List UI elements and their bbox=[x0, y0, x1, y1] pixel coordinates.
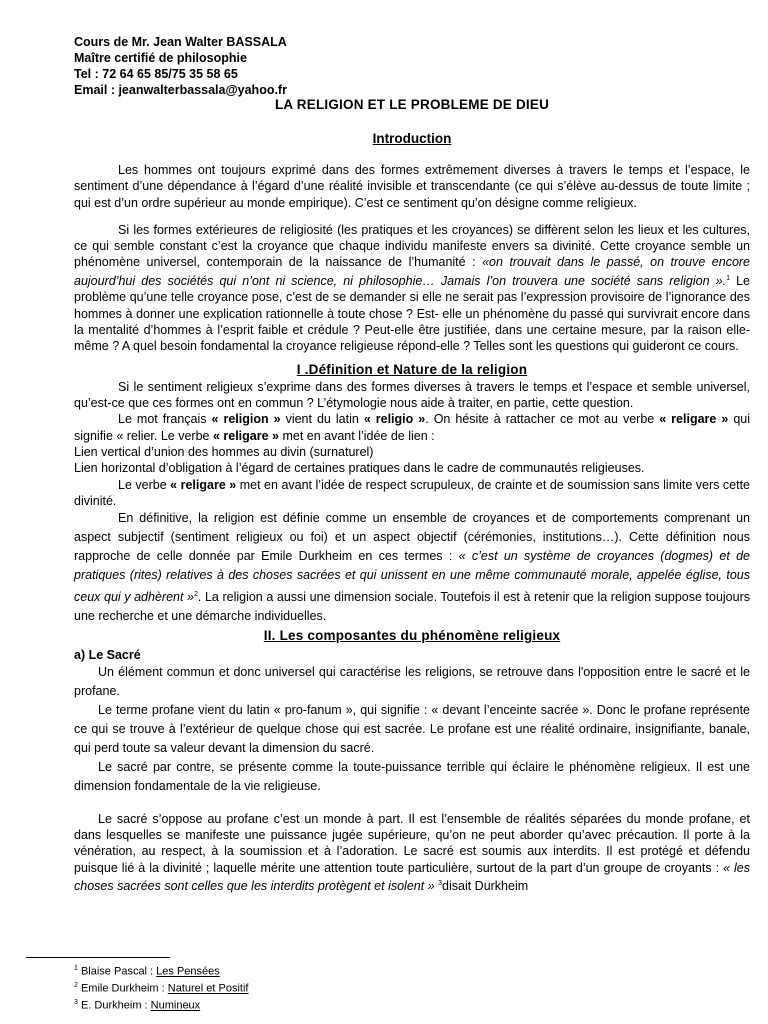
text-run: . La religion a aussi une dimension sociale. Toutefois il est à retenir que la religion suppose toujours une recherche et une démarche individuelles. bbox=[74, 590, 750, 624]
author-header bbox=[74, 34, 750, 98]
list-line-horizontal: Lien horizontal d’obligation à l’égard de certaines pratiques dans le cadre de communautés religieuses. bbox=[74, 461, 645, 476]
footnote-work: Numineux bbox=[150, 999, 201, 1012]
text-run: disait Durkheim bbox=[442, 879, 529, 894]
section-2-paragraph-3: Le sacré par contre, se présente comme la toute-puissance terrible qui éclaire le phénomène religieux. Il est une dimension fondamentale de la vie religieuse. bbox=[74, 759, 750, 793]
intro-paragraph-1: Les hommes ont toujours exprimé dans des formes extrêmement diverses à travers le temps et l’espace, le sentiment d’une dépendance à l’égard d’une réalité invisible et transcendante (ce qui s’élève au-dessus de toute limite ; qui est d’un ordre supérieur au monde empirique). C’est ce sentiment qu’on désigne comme religieux. bbox=[74, 163, 750, 210]
footnotes bbox=[74, 962, 248, 1013]
intro-body bbox=[74, 162, 750, 894]
text-run: vient du latin bbox=[280, 412, 364, 427]
footnote-work: Les Pensées bbox=[156, 965, 220, 978]
header-line-email: Email : jeanwalterbassala@yahoo.fr bbox=[74, 83, 287, 97]
term-religare: « religare » bbox=[170, 477, 237, 492]
text-run: Le mot français bbox=[118, 412, 212, 427]
section-2-heading bbox=[74, 628, 750, 644]
section-1-paragraph-1: Si le sentiment religieux s’exprime dans des formes diverses à travers le temps et l’espace et semble universel, qu’est-ce que ces formes ont en commun ? L’étymologie nous aide à traiter, en partie, cette question. bbox=[74, 379, 750, 411]
durkheim-sacred-quote: « les choses sacrées sont celles que les interdits protègent et isolent » bbox=[74, 860, 750, 894]
term-religio: « religio » bbox=[363, 412, 426, 427]
section-1-heading bbox=[74, 362, 750, 378]
header-line-phone: Tel : 72 64 65 85/75 35 58 65 bbox=[74, 67, 238, 81]
section-2-paragraph-4 bbox=[74, 811, 750, 895]
durkheim-quote: « c’est un système de croyances (dogmes) et de pratiques (rites) relatives à des choses sacrées et qui unissent en une même communauté morale, appelée église, tous ceux qui y adhèrent » bbox=[74, 549, 750, 605]
header-line-title: Maître certifié de philosophie bbox=[74, 51, 247, 65]
footnote-author: Emile Durkheim : bbox=[80, 982, 168, 995]
text-run: Le verbe bbox=[118, 477, 171, 492]
footnote-number: 3 bbox=[74, 999, 78, 1007]
term-religare: « religare » bbox=[659, 412, 729, 427]
text-run: Si les formes extérieures de religiosité (les pratiques et les croyances) se diffèrent selon les lieux et les cultures, ce qui semble constant c’est la croyance que chaque individu manifeste envers sa divinité. Cette croyance semble un phénomène universel, contemporain de la naissance de l’humanité : bbox=[74, 222, 750, 270]
footnote-ref-2: 2 bbox=[194, 591, 198, 599]
footnote-3 bbox=[74, 996, 248, 1013]
footnote-author: E. Durkheim : bbox=[80, 999, 151, 1012]
section-1-heading-text: I .Définition et Nature de la religion bbox=[296, 362, 528, 378]
footnote-number: 1 bbox=[74, 965, 78, 972]
footnote-author: Blaise Pascal : bbox=[80, 965, 157, 978]
footnote-separator bbox=[26, 957, 170, 958]
section-2-paragraph-2: Le terme profane vient du latin « pro-fanum », qui signifie : « devant l’enceinte sacrée ». Donc le profane représente ce qui se trouve à l’extérieur de quelque chose qui est sacrée. Le profane est une réalité ordinaire, insignifiante, banale, qui perd toute sa valeur devant la dimension du sacré. bbox=[74, 702, 750, 755]
section-2-heading-text: II. Les composantes du phénomène religieux bbox=[263, 628, 561, 644]
intro-heading: Introduction bbox=[372, 131, 452, 146]
footnote-ref-3: 3 bbox=[438, 880, 443, 888]
footnote-number: 2 bbox=[74, 982, 78, 990]
text-run: En définitive, la religion est définie comme un ensemble de croyances et de comportements comprenant un aspect subjectif (sentiment religieux ou foi) et un aspect objectif (cérémonies, institutions…). Cette définition nous rapproche de celle donnée par Emile Durkheim en ces termes : bbox=[74, 511, 750, 564]
text-run: met en avant l’idée de respect scrupuleux, de crainte et de soumission sans limite vers cette divinité. bbox=[74, 477, 751, 508]
list-line-vertical: Lien vertical d’union des hommes au divin (surnaturel) bbox=[74, 444, 374, 459]
document-title: LA RELIGION ET LE PROBLEME DE DIEU bbox=[274, 97, 550, 112]
subsection-a-heading: a) Le Sacré bbox=[74, 647, 141, 662]
section-1-paragraph-3 bbox=[74, 477, 750, 510]
footnote-1 bbox=[74, 962, 248, 979]
intro-paragraph-2 bbox=[74, 222, 750, 355]
text-run: Le problème qu’une telle croyance pose, c’est de se demander si elle ne serait pas l’expression provisoire de l’ignorance des hommes à donner une explication rationnelle à toute chose ? Est- elle un phénomène du passé qui survivrait encore dans la mentalité d’hommes à l’esprit faible et crédule ? Peut-elle être justifiée, dans une certaine mesure, par la raison elle-même ? A quel besoin fondamental la croyance religieuse répond-elle ? Telles sont les questions qui guideront ce cours. bbox=[74, 273, 750, 354]
term-religare: « religare » bbox=[212, 428, 279, 443]
section-1-paragraph-4 bbox=[74, 509, 750, 626]
text-run: Le sacré s’oppose au profane c’est un monde à part. Il est l’ensemble de réalités séparées du monde profane, et dans lesquelles se manifeste une puissance jugée supérieure, qu’on ne peut aborder qu’avec précaution. Il porte à la vénération, au respect, à la soumission et à l’adoration. Le sacré est soumis aux interdits. Il est protégé et défendu puisque lié à la divinité ; laquelle mérite une attention toute particulière, surtout de la part d’un groupe de croyants : bbox=[74, 811, 750, 875]
header-line-name: Cours de Mr. Jean Walter BASSALA bbox=[74, 35, 287, 49]
section-1-paragraph-2 bbox=[74, 411, 750, 444]
term-religion: « religion » bbox=[211, 412, 281, 427]
footnote-2 bbox=[74, 979, 248, 996]
footnote-work: Naturel et Positif bbox=[167, 982, 249, 995]
pascal-quote: «on trouvait dans le passé, on trouve encore aujourd’hui des sociétés qui n’ont ni science, ni philosophie… Jamais l’on trouvera une société sans religion ». bbox=[74, 255, 751, 288]
text-run: . On hésite à rattacher ce mot au verbe bbox=[425, 412, 660, 427]
text-run: met en avant l’idée de lien : bbox=[278, 428, 435, 443]
text-run: qui signifie « relier. Le verbe bbox=[74, 412, 750, 443]
section-2-paragraph-1: Un élément commun et donc universel qui caractérise les religions, se retrouve dans l'opposition entre le sacré et le profane. bbox=[74, 664, 750, 698]
footnote-ref-1: 1 bbox=[726, 274, 730, 282]
